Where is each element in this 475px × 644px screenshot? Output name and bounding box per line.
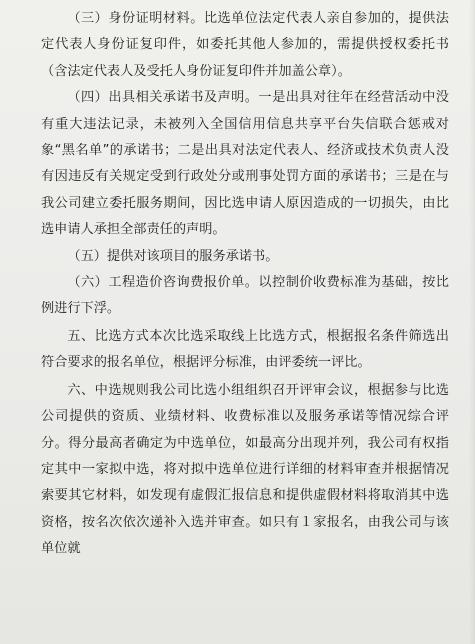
paragraph-commitment-statements: （四）出具相关承诺书及声明。一是出具对往年在经营活动中没有重大违法记录，未被列入全国信用信息共享平台失信联合惩戒对象“黑名单”的承诺书；二是出具对法定代表人、经济或技术负责人没有因违反有关规定受到行政处分或刑事处罚方面的承诺书；三是在与我公司建立委托服务期间，因比选申请人原因造成的一切损失，由比选申请人承担全部责任的声明。 (41, 90, 449, 238)
paragraph-service-commitment: （五）提供对该项目的服务承诺书。 (67, 248, 279, 264)
paragraph-selection-method: 五、比选方式本次比选采取线上比选方式，根据报名条件筛选出符合要求的报名单位，根据评分标准，由评委统一评比。 (41, 328, 449, 371)
paragraph-quotation: （六）工程造价咨询费报价单。以控制价收费标准为基础，按比例进行下浮。 (41, 275, 449, 317)
paragraph-identity-documents: （三）身份证明材料。比选单位法定代表人亲自参加的，提供法定代表人身份证复印件，如委托其他人参加的，需提供授权委托书（含法定代表人及受托人身份证复印件并加盖公章）。 (41, 11, 449, 79)
paragraph-selection-rules: 六、中选规则我公司比选小组组织召开评审会议，根据参与比选公司提供的资质、业绩材料、收费标准以及服务承诺等情况综合评分。得分最高者确定为中选单位，如最高分出现并列，我公司有权指定其中一家拟中选，将对拟中选单位进行详细的材料审查并根据情况索要其它材料，如发现有虚假汇报信息和提供虚假材料将取消其中选资格，按名次依次递补入选并审查。如只有１家报名，由我公司与该单位就 (41, 382, 449, 557)
page-edge-shadow (469, 0, 475, 644)
